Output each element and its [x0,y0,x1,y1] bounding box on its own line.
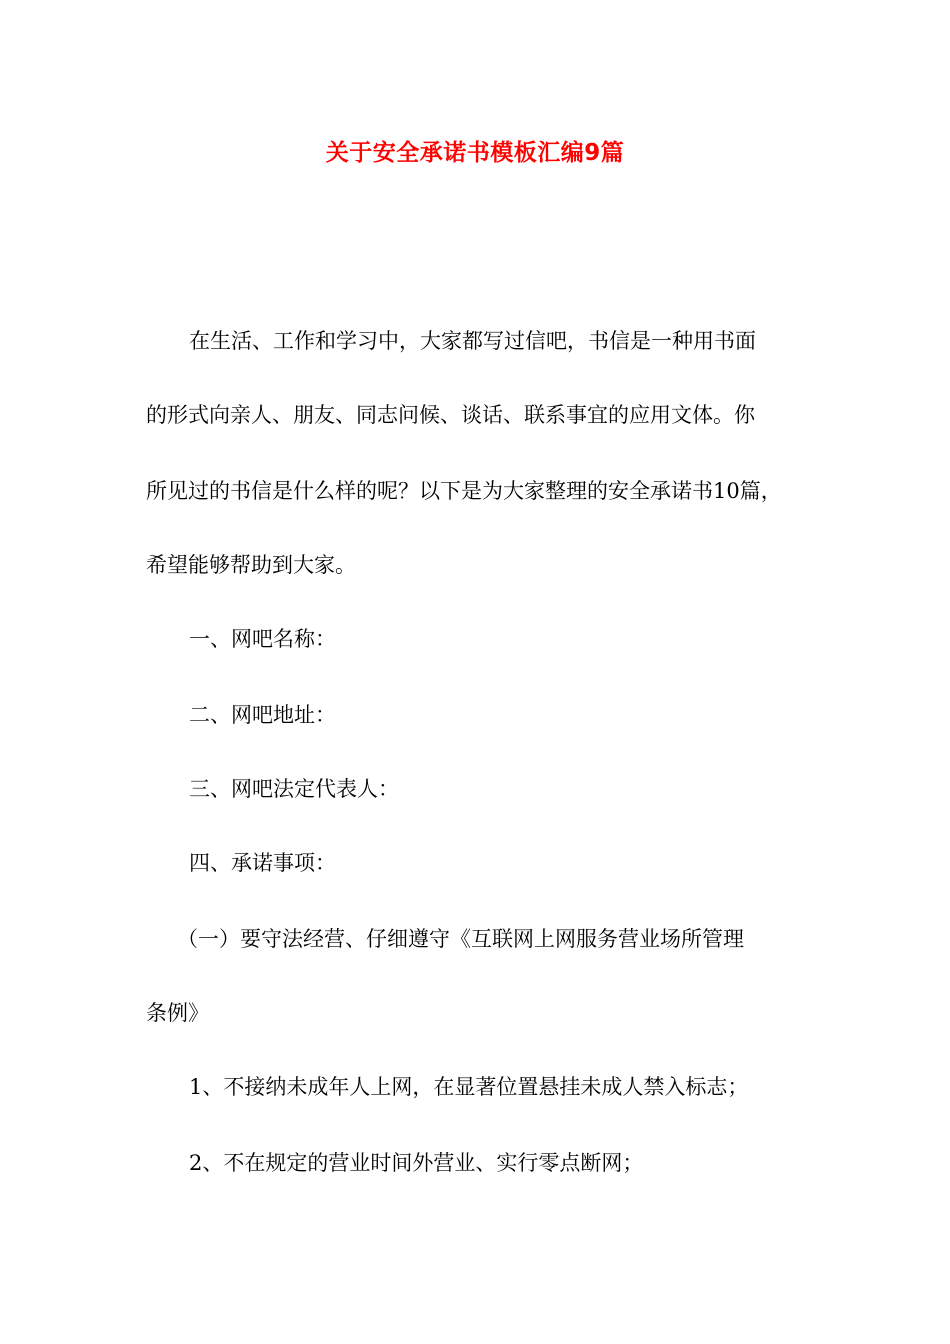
paragraph-line: （一）要守法经营、仔细遵守《互联网上网服务营业场所管理 [177,927,744,951]
list-item: 一、网吧名称： [189,627,336,651]
paragraph-line: 条例》 [146,1001,209,1025]
paragraph-line: 所见过的书信是什么样的呢？以下是为大家整理的安全承诺书10篇， [146,479,782,503]
paragraph-line: 在生活、工作和学习中，大家都写过信吧，书信是一种用书面 [189,329,756,353]
list-item: 二、网吧地址： [189,703,336,727]
list-item: 四、承诺事项： [189,851,336,875]
paragraph-line: 希望能够帮助到大家。 [146,553,356,577]
document-title: 关于安全承诺书模板汇编9篇 [325,140,625,166]
list-item: 三、网吧法定代表人： [189,777,399,801]
list-item: 1、不接纳未成年人上网，在显著位置悬挂未成人禁入标志； [189,1075,749,1099]
paragraph-line: 的形式向亲人、朋友、同志问候、谈话、联系事宜的应用文体。你 [146,403,755,427]
list-item: 2、不在规定的营业时间外营业、实行零点断网； [189,1151,644,1175]
